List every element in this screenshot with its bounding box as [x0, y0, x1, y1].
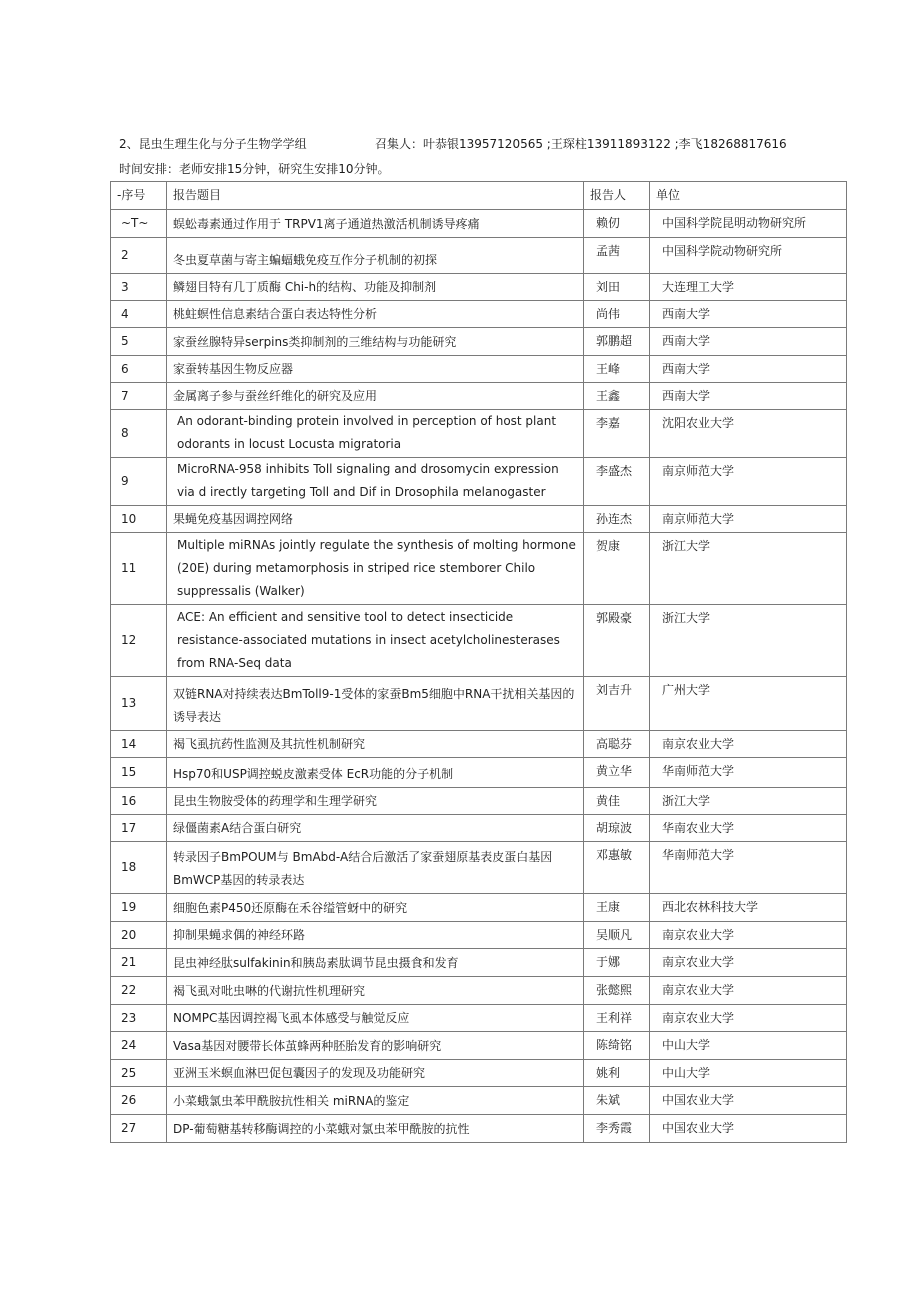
column-header-title: 报告题目: [167, 182, 584, 210]
reporter-unit: 南京农业大学: [650, 977, 847, 1005]
report-title: ACE: An efficient and sensitive tool to detect insecticide resistance-associated mutations in insect acetylcholinesterases from RNA-Seq data: [167, 605, 584, 677]
table-row: [111, 506, 847, 533]
reporter-unit: 广州大学: [650, 677, 847, 731]
report-title: 转录因子BmPOUM与 BmAbd-A结合后激活了家蚕翅原基表皮蛋白基因BmWCP基因的转录表达: [167, 842, 584, 894]
reporter-name: 邓惠敏: [584, 842, 650, 894]
reporter-unit: 南京农业大学: [650, 1005, 847, 1032]
report-title: An odorant-binding protein involved in perception of host plant odorants in locust Locusta migratoria: [167, 410, 584, 458]
reporter-name: 郭鹏超: [584, 328, 650, 356]
reporter-name: 于娜: [584, 949, 650, 977]
reporter-unit: 中国农业大学: [650, 1115, 847, 1143]
table-row: [111, 788, 847, 815]
group-header: [119, 135, 787, 152]
table-row: [111, 1087, 847, 1115]
row-number: 15: [111, 758, 167, 788]
reporter-name: 郭殿豪: [584, 605, 650, 677]
reporter-unit: 西南大学: [650, 328, 847, 356]
report-title: 冬虫夏草菌与寄主蝙蝠蛾免疫互作分子机制的初探: [167, 238, 584, 274]
reporter-unit: 华南农业大学: [650, 815, 847, 842]
table-row: [111, 328, 847, 356]
row-number: 19: [111, 894, 167, 922]
report-title: Hsp70和USP调控蜕皮激素受体 EcR功能的分子机制: [167, 758, 584, 788]
report-title: 果蝇免疫基因调控网络: [167, 506, 584, 533]
reporter-name: 王峰: [584, 356, 650, 383]
group-title: 2、昆虫生理生化与分子生物学学组: [119, 137, 307, 151]
reporter-unit: 浙江大学: [650, 605, 847, 677]
row-number: 27: [111, 1115, 167, 1143]
table-row: [111, 410, 847, 458]
report-title: 鳞翅目特有几丁质酶 Chi-h的结构、功能及抑制剂: [167, 274, 584, 301]
table-row: [111, 301, 847, 328]
report-title: 家蚕丝腺特异serpins类抑制剂的三维结构与功能研究: [167, 328, 584, 356]
report-title: 亚洲玉米螟血淋巴促包囊因子的发现及功能研究: [167, 1060, 584, 1087]
row-number: ~T~: [111, 210, 167, 238]
column-header-number: -序号: [111, 182, 167, 210]
row-number: 3: [111, 274, 167, 301]
table-row: [111, 1032, 847, 1060]
table-row: [111, 274, 847, 301]
row-number: 24: [111, 1032, 167, 1060]
reporter-name: 高聪芬: [584, 731, 650, 758]
table-row: [111, 815, 847, 842]
table-row: [111, 533, 847, 605]
reporter-unit: 南京农业大学: [650, 949, 847, 977]
table-row: [111, 356, 847, 383]
reporter-unit: 南京农业大学: [650, 731, 847, 758]
reporter-name: 陈绮铭: [584, 1032, 650, 1060]
reporter-name: 姚利: [584, 1060, 650, 1087]
report-title: Multiple miRNAs jointly regulate the synthesis of molting hormone (20E) during metamorphosis in striped rice stemborer Chilo suppressalis (Walker): [167, 533, 584, 605]
report-title: 细胞色素P450还原酶在禾谷缢管蚜中的研究: [167, 894, 584, 922]
row-number: 9: [111, 458, 167, 506]
row-number: 5: [111, 328, 167, 356]
row-number: 6: [111, 356, 167, 383]
table-row: [111, 1115, 847, 1143]
reporter-unit: 大连理工大学: [650, 274, 847, 301]
reporter-name: 王鑫: [584, 383, 650, 410]
table-row: [111, 758, 847, 788]
reporter-name: 孙连杰: [584, 506, 650, 533]
table-row: [111, 605, 847, 677]
report-schedule-table: [110, 181, 847, 1143]
row-number: 13: [111, 677, 167, 731]
table-header-row: [111, 182, 847, 210]
report-title: 双链RNA对持续表达BmToll9-1受体的家蚕Bm5细胞中RNA干扰相关基因的诱导表达: [167, 677, 584, 731]
table-row: [111, 677, 847, 731]
reporter-unit: 西南大学: [650, 383, 847, 410]
reporter-unit: 沈阳农业大学: [650, 410, 847, 458]
table-row: [111, 458, 847, 506]
table-row: [111, 842, 847, 894]
reporter-name: 李嘉: [584, 410, 650, 458]
row-number: 20: [111, 922, 167, 949]
time-note: 时间安排：老师安排15分钟，研究生安排10分钟。: [119, 162, 390, 176]
reporter-name: 王康: [584, 894, 650, 922]
row-number: 21: [111, 949, 167, 977]
report-title: 抑制果蝇求偶的神经环路: [167, 922, 584, 949]
reporter-name: 李盛杰: [584, 458, 650, 506]
reporter-name: 胡琼波: [584, 815, 650, 842]
table-row: [111, 210, 847, 238]
report-title: 绿僵菌素A结合蛋白研究: [167, 815, 584, 842]
reporter-name: 黄立华: [584, 758, 650, 788]
reporter-name: 赖仞: [584, 210, 650, 238]
table-row: [111, 922, 847, 949]
report-title: 褐飞虱对吡虫啉的代谢抗性机理研究: [167, 977, 584, 1005]
row-number: 4: [111, 301, 167, 328]
table-row: [111, 1005, 847, 1032]
row-number: 10: [111, 506, 167, 533]
reporter-name: 刘田: [584, 274, 650, 301]
row-number: 8: [111, 410, 167, 458]
reporter-unit: 西南大学: [650, 301, 847, 328]
row-number: 16: [111, 788, 167, 815]
reporter-name: 刘吉升: [584, 677, 650, 731]
table-row: [111, 1060, 847, 1087]
row-number: 7: [111, 383, 167, 410]
report-title: Vasa基因对腰带长体茧蜂两种胚胎发育的影响研究: [167, 1032, 584, 1060]
row-number: 26: [111, 1087, 167, 1115]
reporter-name: 张懿熙: [584, 977, 650, 1005]
reporter-name: 贺康: [584, 533, 650, 605]
reporter-unit: 南京师范大学: [650, 506, 847, 533]
reporter-unit: 南京农业大学: [650, 922, 847, 949]
row-number: 18: [111, 842, 167, 894]
row-number: 23: [111, 1005, 167, 1032]
conveners: 召集人：叶恭银13957120565 ;王琛柱13911893122 ;李飞18268817616: [375, 137, 787, 151]
report-title: 桃蛀螟性信息素结合蛋白表达特性分析: [167, 301, 584, 328]
report-title: DP-葡萄糖基转移酶调控的小菜蛾对氯虫苯甲酰胺的抗性: [167, 1115, 584, 1143]
reporter-unit: 中山大学: [650, 1032, 847, 1060]
reporter-unit: 南京师范大学: [650, 458, 847, 506]
reporter-unit: 华南师范大学: [650, 758, 847, 788]
reporter-name: 孟茜: [584, 238, 650, 274]
row-number: 12: [111, 605, 167, 677]
report-title: 蜈蚣毒素通过作用于 TRPV1离子通道热激活机制诱导疼痛: [167, 210, 584, 238]
report-title: 褐飞虱抗药性监测及其抗性机制研究: [167, 731, 584, 758]
row-number: 2: [111, 238, 167, 274]
reporter-name: 黄佳: [584, 788, 650, 815]
row-number: 17: [111, 815, 167, 842]
reporter-unit: 中国科学院昆明动物研究所: [650, 210, 847, 238]
table-row: [111, 949, 847, 977]
table-row: [111, 894, 847, 922]
row-number: 22: [111, 977, 167, 1005]
reporter-unit: 西北农林科技大学: [650, 894, 847, 922]
report-title: 家蚕转基因生物反应器: [167, 356, 584, 383]
reporter-name: 朱斌: [584, 1087, 650, 1115]
reporter-unit: 西南大学: [650, 356, 847, 383]
report-title: 小菜蛾氯虫苯甲酰胺抗性相关 miRNA的鉴定: [167, 1087, 584, 1115]
table-row: [111, 383, 847, 410]
row-number: 11: [111, 533, 167, 605]
report-title: MicroRNA-958 inhibits Toll signaling and drosomycin expression via d irectly targeting Toll and Dif in Drosophila melanogaster: [167, 458, 584, 506]
reporter-name: 王利祥: [584, 1005, 650, 1032]
row-number: 25: [111, 1060, 167, 1087]
reporter-name: 李秀霞: [584, 1115, 650, 1143]
table-row: [111, 238, 847, 274]
reporter-name: 吴顺凡: [584, 922, 650, 949]
reporter-unit: 中国科学院动物研究所: [650, 238, 847, 274]
reporter-unit: 华南师范大学: [650, 842, 847, 894]
report-title: 金属离子参与蚕丝纤维化的研究及应用: [167, 383, 584, 410]
report-title: 昆虫生物胺受体的药理学和生理学研究: [167, 788, 584, 815]
report-title: NOMPC基因调控褐飞虱本体感受与触觉反应: [167, 1005, 584, 1032]
row-number: 14: [111, 731, 167, 758]
table-row: [111, 977, 847, 1005]
column-header-unit: 单位: [650, 182, 847, 210]
reporter-unit: 中山大学: [650, 1060, 847, 1087]
reporter-unit: 浙江大学: [650, 533, 847, 605]
reporter-name: 尚伟: [584, 301, 650, 328]
reporter-unit: 浙江大学: [650, 788, 847, 815]
column-header-reporter: 报告人: [584, 182, 650, 210]
table-row: [111, 731, 847, 758]
report-title: 昆虫神经肽sulfakinin和胰岛素肽调节昆虫摄食和发育: [167, 949, 584, 977]
reporter-unit: 中国农业大学: [650, 1087, 847, 1115]
